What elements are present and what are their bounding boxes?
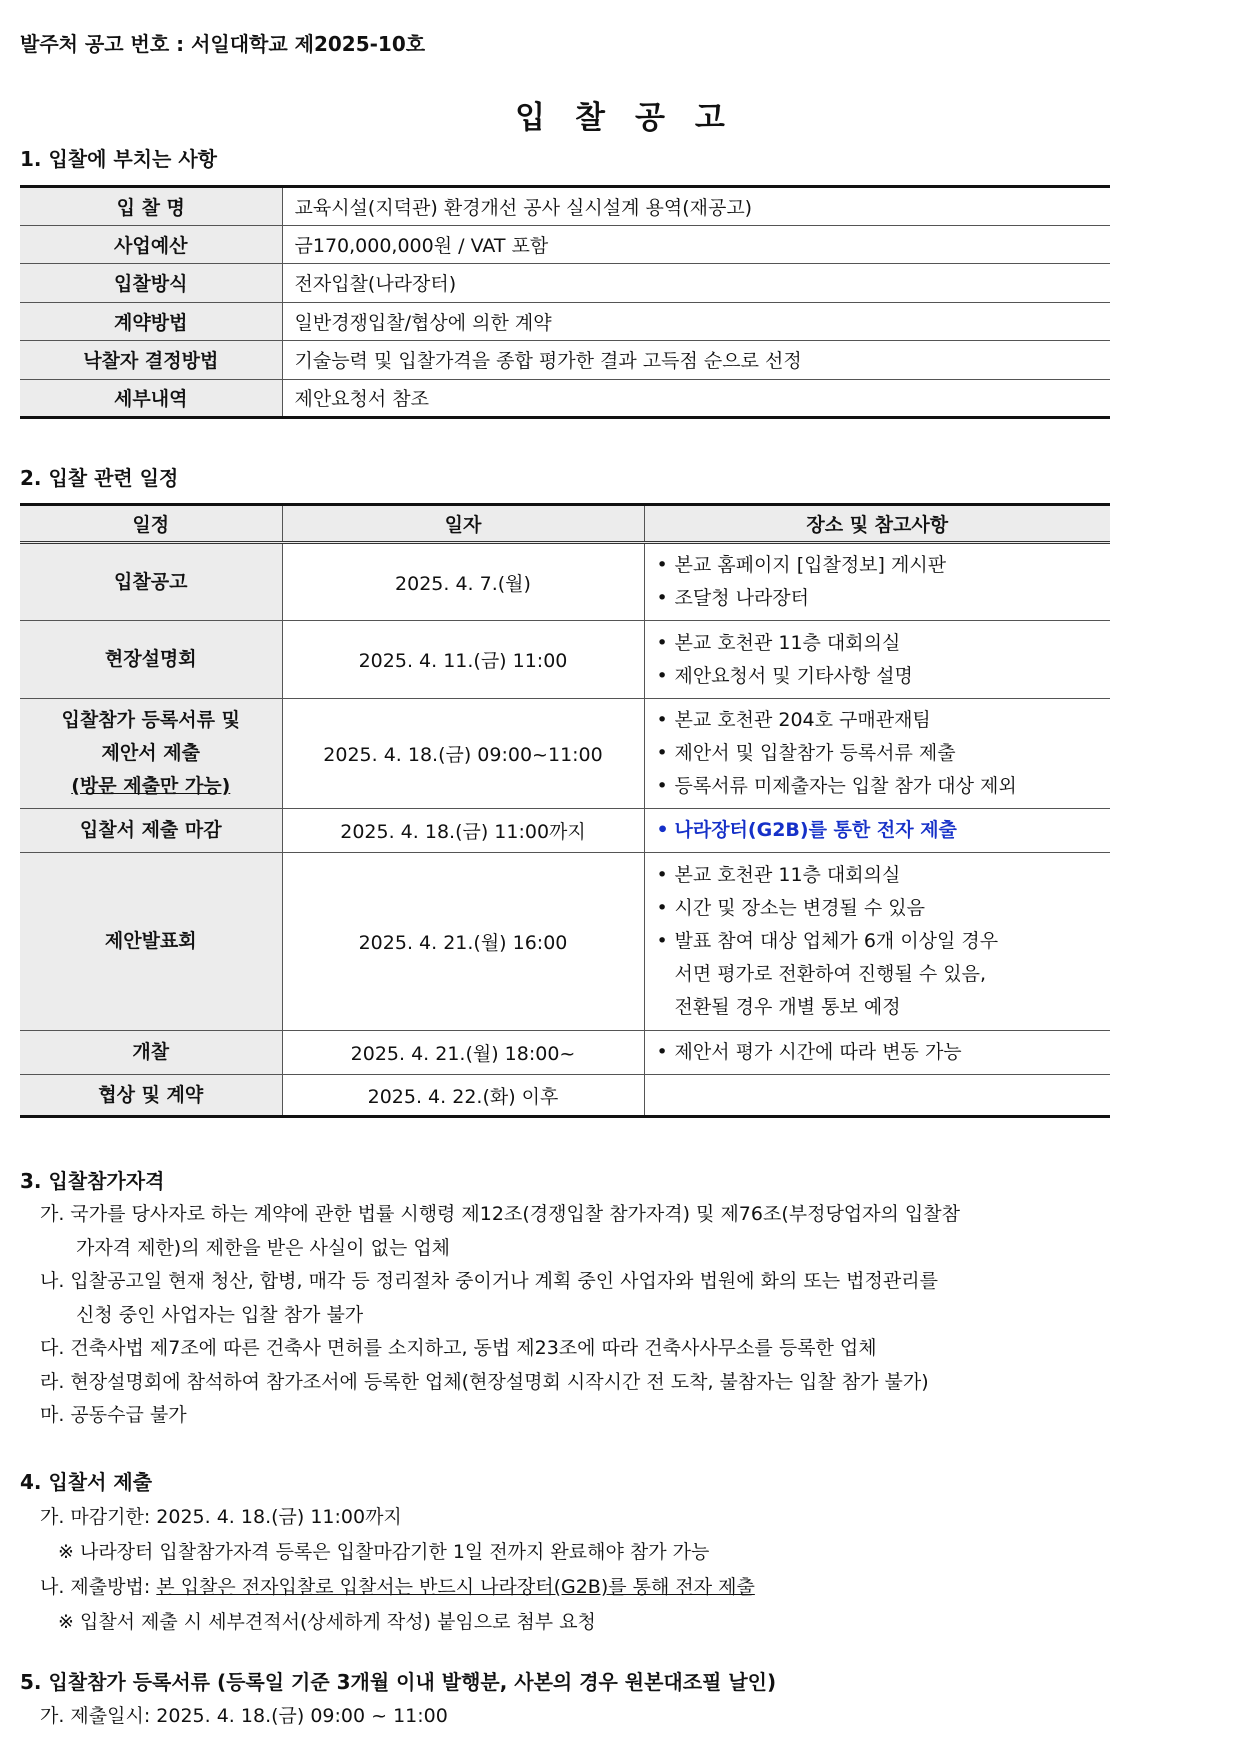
schedule-notes	[644, 1075, 1110, 1117]
schedule-date: 2025. 4. 21.(월) 16:00	[282, 853, 644, 1031]
note-item: • 본교 홈페이지 [입찰정보] 게시판	[657, 549, 1111, 582]
table-row	[20, 621, 1110, 699]
row-value: 전자입찰(나라장터)	[282, 264, 1110, 303]
table-row	[20, 264, 1110, 303]
schedule-notes	[644, 621, 1110, 699]
row-key: 입 찰 명	[20, 187, 282, 226]
row-key: 사업예산	[20, 225, 282, 264]
list-item: 다. 건축사법 제7조에 따른 건축사 면허를 소지하고, 동법 제23조에 따라 건축사사무소를 등록한 업체	[40, 1337, 877, 1359]
registration-block	[40, 1700, 1150, 1734]
event-label: 개찰	[132, 1041, 170, 1063]
deadline-note: ※ 나라장터 입찰참가자격 등록은 입찰마감기한 1일 전까지 완료해야 참가 가능	[58, 1541, 710, 1563]
item-line: 가자격 제한)의 제한을 받은 사실이 없는 업체	[76, 1236, 451, 1259]
list-item: 마. 공동수급 불가	[40, 1404, 187, 1426]
schedule-event	[20, 1031, 282, 1075]
list-item	[40, 1198, 1150, 1265]
row-value: 일반경쟁입찰/협상에 의한 계약	[282, 302, 1110, 341]
deadline: 가. 마감기한: 2025. 4. 18.(금) 11:00까지	[40, 1506, 402, 1528]
column-header: 장소 및 참고사항	[644, 505, 1110, 543]
row-value: 금170,000,000원 / VAT 포함	[282, 225, 1110, 264]
list-item: 라. 현장설명회에 참석하여 참가조서에 등록한 업체(현장설명회 시작시간 전 도착, 불참자는 입찰 참가 불가)	[40, 1370, 929, 1393]
event-label: 제안발표회	[104, 930, 197, 952]
row-value: 제안요청서 참조	[282, 379, 1110, 418]
submission-block	[40, 1500, 1150, 1640]
table-row	[20, 853, 1110, 1031]
note-item: • 본교 호천관 11층 대회의실	[657, 859, 1111, 892]
row-key: 입찰방식	[20, 264, 282, 303]
note-item: • 제안서 및 입찰참가 등록서류 제출	[657, 737, 1111, 770]
schedule-date: 2025. 4. 21.(월) 18:00~	[282, 1031, 644, 1075]
submission-date: 가. 제출일시: 2025. 4. 18.(금) 09:00 ~ 11:00	[40, 1705, 448, 1727]
column-header: 일정	[20, 505, 282, 543]
event-label: 협상 및 계약	[98, 1083, 204, 1106]
event-label: 현장설명회	[104, 648, 197, 670]
bid-info-table	[20, 185, 1110, 419]
event-label: (방문 제출만 가능)	[71, 775, 231, 797]
event-label: 제안서 제출	[101, 742, 200, 764]
page-title: 입찰공고	[515, 100, 755, 136]
section4-title: 4. 입찰서 제출	[20, 1470, 153, 1494]
schedule-date: 2025. 4. 18.(금) 11:00까지	[282, 809, 644, 853]
schedule-date: 2025. 4. 7.(월)	[282, 543, 644, 621]
note-item: • 본교 호천관 204호 구매관재팀	[657, 704, 1111, 737]
table-row	[20, 225, 1110, 264]
table-row	[20, 809, 1110, 853]
section5-title: 5. 입찰참가 등록서류 (등록일 기준 3개월 이내 발행분, 사본의 경우 원본대조필 날인)	[20, 1670, 777, 1694]
schedule-event	[20, 621, 282, 699]
schedule-date: 2025. 4. 22.(화) 이후	[282, 1075, 644, 1117]
event-label: 입찰서 제출 마감	[79, 819, 222, 841]
note-item: • 등록서류 미제출자는 입찰 참가 대상 제외	[657, 770, 1111, 803]
table-row	[20, 699, 1110, 809]
row-key: 계약방법	[20, 302, 282, 341]
method-note: ※ 입찰서 제출 시 세부견적서(상세하게 작성) 붙임으로 첨부 요청	[58, 1611, 596, 1633]
schedule-event	[20, 543, 282, 621]
note-item: • 제안요청서 및 기타사항 설명	[657, 660, 1111, 693]
event-label: 입찰참가 등록서류 및	[61, 709, 240, 731]
item-line: 신청 중인 사업자는 입찰 참가 불가	[76, 1303, 364, 1326]
table-row	[20, 543, 1110, 621]
notice-number: 발주처 공고 번호 : 서일대학교 제2025-10호	[20, 32, 426, 56]
note-item-highlight: • 나라장터(G2B)를 통한 전자 제출	[657, 814, 1111, 847]
note-continuation: 전환될 경우 개별 통보 예정	[674, 996, 901, 1018]
note-item: • 시간 및 장소는 변경될 수 있음	[657, 892, 1111, 925]
schedule-notes	[644, 1031, 1110, 1075]
section3-title: 3. 입찰참가자격	[20, 1169, 165, 1193]
method-label: 나. 제출방법:	[40, 1576, 157, 1598]
section2-title: 2. 입찰 관련 일정	[20, 466, 179, 490]
schedule-notes	[644, 853, 1110, 1031]
table-row	[20, 1031, 1110, 1075]
method-value: 본 입찰은 전자입찰로 입찰서는 반드시 나라장터(G2B)를 통해 전자 제출	[156, 1576, 755, 1598]
schedule-event	[20, 1075, 282, 1117]
method	[40, 1570, 1150, 1605]
schedule-event	[20, 853, 282, 1031]
event-label: 입찰공고	[114, 570, 188, 593]
eligibility-list	[40, 1198, 1150, 1433]
note-item: • 조달청 나라장터	[657, 582, 1111, 615]
schedule-event	[20, 809, 282, 853]
item-line: 나. 입찰공고일 현재 청산, 합병, 매각 등 정리절차 중이거나 계획 중인 사업자와 법원에 화의 또는 법정관리를	[40, 1270, 938, 1292]
note-continuation: 서면 평가로 전환하여 진행될 수 있음,	[674, 963, 987, 985]
table-row	[20, 341, 1110, 380]
table-row	[20, 302, 1110, 341]
schedule-event	[20, 699, 282, 809]
table-row	[20, 1075, 1110, 1117]
schedule-notes	[644, 699, 1110, 809]
section1-title: 1. 입찰에 부치는 사항	[20, 147, 217, 171]
item-line: 가. 국가를 당사자로 하는 계약에 관한 법률 시행령 제12조(경쟁입찰 참가자격) 및 제76조(부정당업자의 입찰참	[40, 1203, 960, 1225]
row-value: 교육시설(지덕관) 환경개선 공사 실시설계 용역(재공고)	[282, 187, 1110, 226]
schedule-notes	[644, 543, 1110, 621]
table-row	[20, 187, 1110, 226]
row-key: 세부내역	[20, 379, 282, 418]
note-item: • 본교 호천관 11층 대회의실	[657, 627, 1111, 660]
table-row	[20, 379, 1110, 418]
schedule-date: 2025. 4. 18.(금) 09:00~11:00	[282, 699, 644, 809]
schedule-table	[20, 503, 1110, 1118]
list-item	[40, 1265, 1150, 1332]
column-header: 일자	[282, 505, 644, 543]
row-key: 낙찰자 결정방법	[20, 341, 282, 380]
schedule-date: 2025. 4. 11.(금) 11:00	[282, 621, 644, 699]
note-item: • 제안서 평가 시간에 따라 변동 가능	[657, 1036, 1111, 1069]
table-header-row	[20, 505, 1110, 543]
row-value: 기술능력 및 입찰가격을 종합 평가한 결과 고득점 순으로 선정	[282, 341, 1110, 380]
note-item: • 발표 참여 대상 업체가 6개 이상일 경우	[657, 925, 1111, 958]
schedule-notes	[644, 809, 1110, 853]
